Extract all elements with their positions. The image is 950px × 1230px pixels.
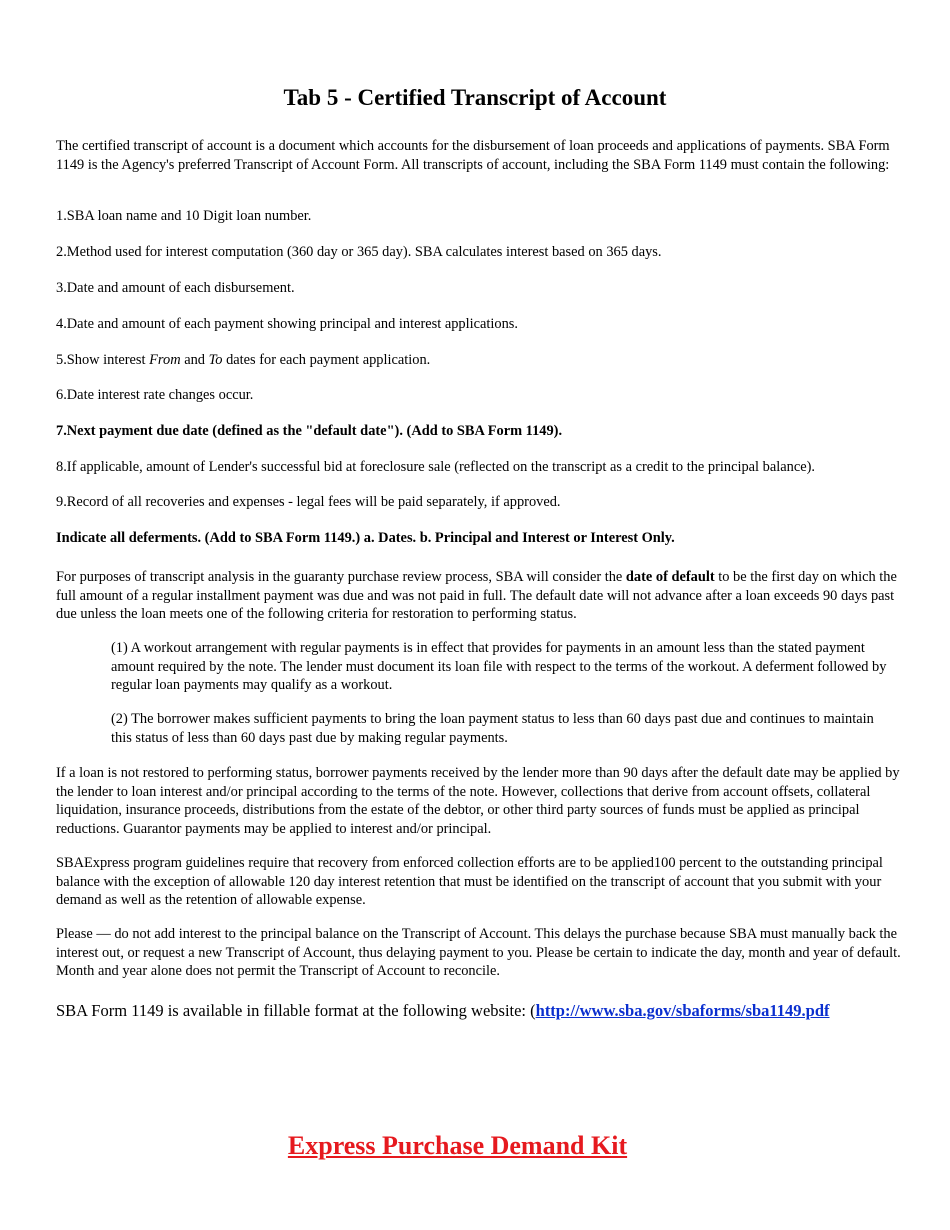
intro-paragraph: The certified transcript of account is a document which accounts for the disbursement of loan proceeds and applications of payments. SBA Form 1149 is the Agency's preferred Transcript of Account Form. All transcripts of account, including the SBA Form 1149 must contain the following: [56,138,890,173]
list-item-6: 6.Date interest rate changes occur. [56,387,254,403]
default-date-paragraph [56,568,902,624]
criterion-workout: (1) A workout arrangement with regular payments is in effect that provides for payments in an amount less than the stated payment amount required by the note. The lender must document its loan file with respect to the terms of the workout. A deferment followed by regular loan payments may qualify as a workout. [111,640,887,693]
deferments-note: Indicate all deferments. (Add to SBA Form 1149.) a. Dates. b. Principal and Interest or Interest Only. [56,530,675,546]
default-date-text-pre: For purposes of transcript analysis in the guaranty purchase review process, SBA will consider the [56,569,626,585]
sba-form-1149-link[interactable]: http://www.sba.gov/sbaforms/sba1149.pdf [535,1001,830,1020]
not-restored-paragraph: If a loan is not restored to performing status, borrower payments received by the lender more than 90 days after the default date may be applied by the lender to loan interest and/or principal according to the terms of the note. However, collections that derive from account offsets, collateral liquidation, insurance proceeds, distributions from the estate of the debtor, or other third party sources of funds must be applied as principal reductions. Guarantor payments may be applied to interest and/or principal. [56,765,900,837]
list-item-5 [56,351,916,370]
list-item-7: 7.Next payment due date (defined as the "default date"). (Add to SBA Form 1149). [56,423,563,439]
express-purchase-demand-kit-link[interactable]: Express Purchase Demand Kit [287,1131,628,1160]
list-item-3: 3.Date and amount of each disbursement. [56,280,295,296]
list-item-9: 9.Record of all recoveries and expenses - legal fees will be paid separately, if approved. [56,494,561,510]
availability-text: SBA Form 1149 is available in fillable format at the following website: ( [56,1001,536,1020]
form-availability [56,1000,936,1022]
default-date-text-post: to be the first day on which the full amount of a regular installment payment was due and was not paid in full. The default date will not advance after a loan exceeds 90 days past due unless the loan meets one of the following criteria for restoration to performing status. [56,569,897,622]
sbaexpress-paragraph: SBAExpress program guidelines require that recovery from enforced collection efforts are to be applied100 percent to the outstanding principal balance with the exception of allowable 120 day interest retention that must be identified on the transcript of account that you submit with your demand as well as the retention of allowable expense. [56,855,883,908]
to-term: To [208,352,223,368]
from-term: From [149,352,181,368]
date-of-default-term: date of default [625,569,715,585]
list-item-4: 4.Date and amount of each payment showing principal and interest applications. [56,316,518,332]
list-item-5-and: and [180,352,209,368]
list-item-2: 2.Method used for interest computation (360 day or 365 day). SBA calculates interest based on 365 days. [56,244,662,260]
please-paragraph: Please — do not add interest to the principal balance on the Transcript of Account. This delays the purchase because SBA must manually back the interest out, or request a new Transcript of Account, thus delaying payment to you. Please be certain to indicate the day, month and year of default. Month and year alone does not permit the Transcript of Account to reconcile. [56,926,901,979]
page-title: Tab 5 - Certified Transcript of Account [283,85,667,110]
list-item-5-suffix: dates for each payment application. [222,352,431,368]
list-item-8: 8.If applicable, amount of Lender's successful bid at foreclosure sale (reflected on the transcript as a credit to the principal balance). [56,459,815,475]
list-item-1: 1.SBA loan name and 10 Digit loan number. [56,208,312,224]
criterion-payments: (2) The borrower makes sufficient payments to bring the loan payment status to less than 60 days past due and continues to maintain this status of less than 60 days past due by making regular payments. [111,711,874,746]
list-item-5-prefix: 5.Show interest [56,352,150,368]
